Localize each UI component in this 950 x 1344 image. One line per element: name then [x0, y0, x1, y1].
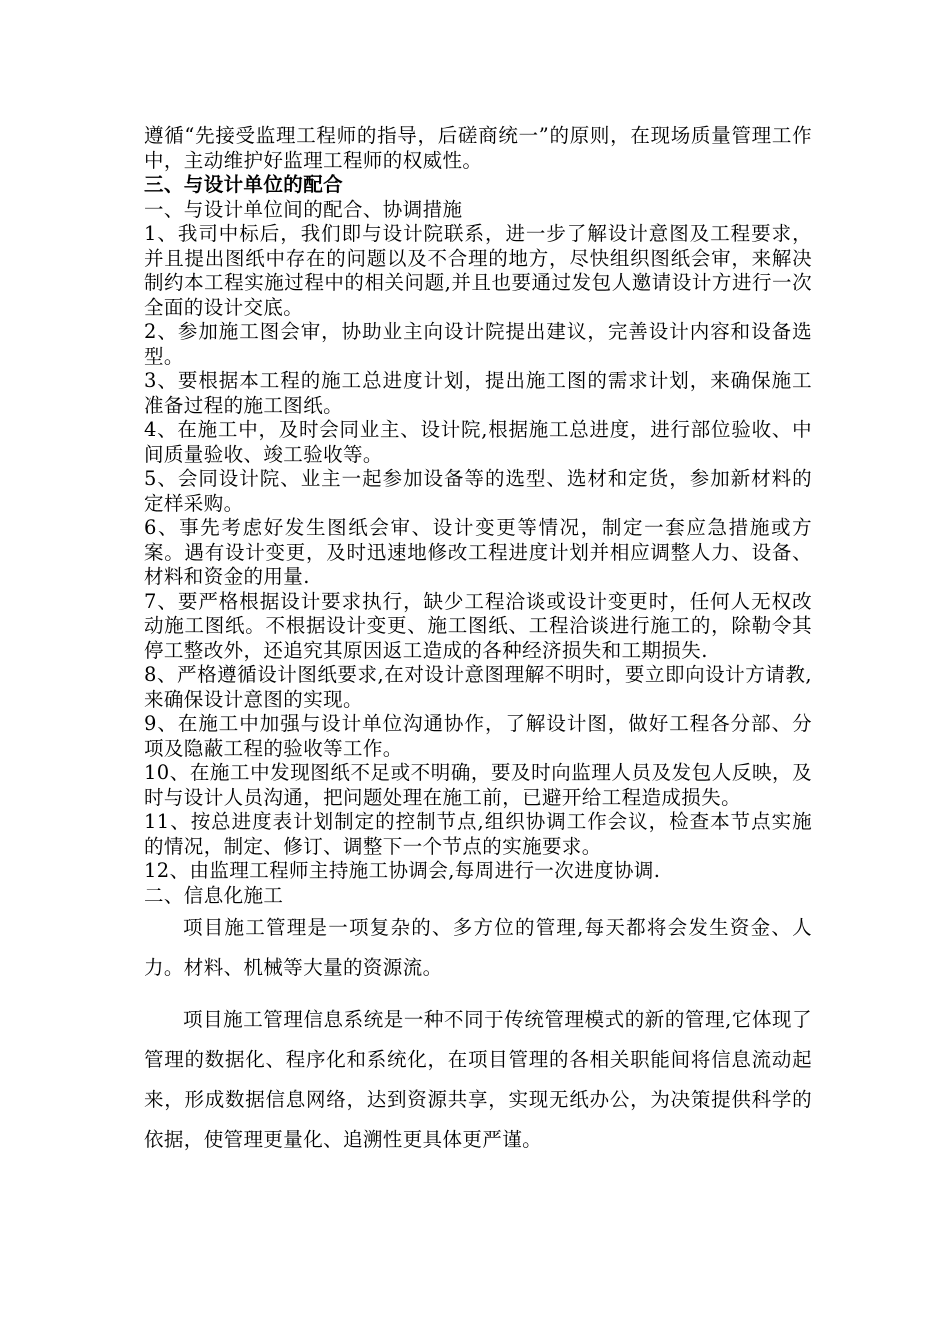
list-item-4: 4、在施工中，及时会同业主、设计院,根据施工总进度，进行部位验收、中间质量验收、竣工验收等。	[144, 418, 812, 466]
info-paragraph-2: 项目施工管理信息系统是一种不同于传统管理模式的新的管理,它体现了管理的数据化、程序化和系统化，在项目管理的各相关职能间将信息流动起来，形成数据信息网络，达到资源共享，实现无纸办公，为决策提供科学的依据，使管理更量化、追溯性更具体更严谨。	[144, 1008, 812, 1151]
list-item-3: 3、要根据本工程的施工总进度计划，提出施工图的需求计划，来确保施工准备过程的施工图纸。	[144, 369, 812, 417]
info-paragraph-1: 项目施工管理是一项复杂的、多方位的管理,每天都将会发生资金、人力。材料、机械等大量的资源流。	[144, 916, 812, 979]
section-three-title: 三、与设计单位的配合	[144, 173, 344, 196]
document-body	[144, 124, 812, 1160]
list-item-11: 11、按总进度表计划制定的控制节点,组织协调工作会议，检查本节点实施的情况，制定、修订、调整下一个节点的实施要求。	[144, 810, 812, 858]
list-item-5: 5、会同设计院、业主一起参加设备等的选型、选材和定货，参加新材料的定样采购。	[144, 467, 812, 515]
list-item-9: 9、在施工中加强与设计单位沟通协作，了解设计图，做好工程各分部、分项及隐蔽工程的验收等工作。	[144, 712, 812, 760]
list-item-12: 12、由监理工程师主持施工协调会,每周进行一次进度协调.	[144, 859, 661, 882]
list-item-2: 2、参加施工图会审，协助业主向设计院提出建议，完善设计内容和设备选型。	[144, 320, 812, 368]
subsection-two-title: 二、信息化施工	[144, 883, 284, 907]
list-item-6: 6、事先考虑好发生图纸会审、设计变更等情况，制定一套应急措施或方案。遇有设计变更，及时迅速地修改工程进度计划并相应调整人力、设备、材料和资金的用量.	[144, 516, 812, 588]
intro-paragraph: 遵循“先接受监理工程师的指导，后磋商统一”的原则，在现场质量管理工作中，主动维护好监理工程师的权威性。	[144, 124, 812, 172]
list-item-1: 1、我司中标后，我们即与设计院联系，进一步了解设计意图及工程要求，并且提出图纸中存在的问题以及不合理的地方，尽快组织图纸会审，来解决制约本工程实施过程中的相关问题,并且也要通过发包人邀请设计方进行一次全面的设计交底。	[144, 222, 812, 319]
subsection-one-title: 一、与设计单位间的配合、协调措施	[144, 197, 463, 221]
list-item-8: 8、严格遵循设计图纸要求,在对设计意图理解不明时，要立即向设计方请教,来确保设计意图的实现。	[144, 663, 812, 711]
list-item-10: 10、在施工中发现图纸不足或不明确，要及时向监理人员及发包人反映，及时与设计人员沟通，把问题处理在施工前，已避开给工程造成损失。	[144, 761, 812, 809]
list-item-7: 7、要严格根据设计要求执行，缺少工程洽谈或设计变更时，任何人无权改动施工图纸。不根据设计变更、施工图纸、工程洽谈进行施工的，除勒令其停工整改外，还追究其原因返工造成的各种经济损失和工期损失.	[144, 589, 812, 662]
